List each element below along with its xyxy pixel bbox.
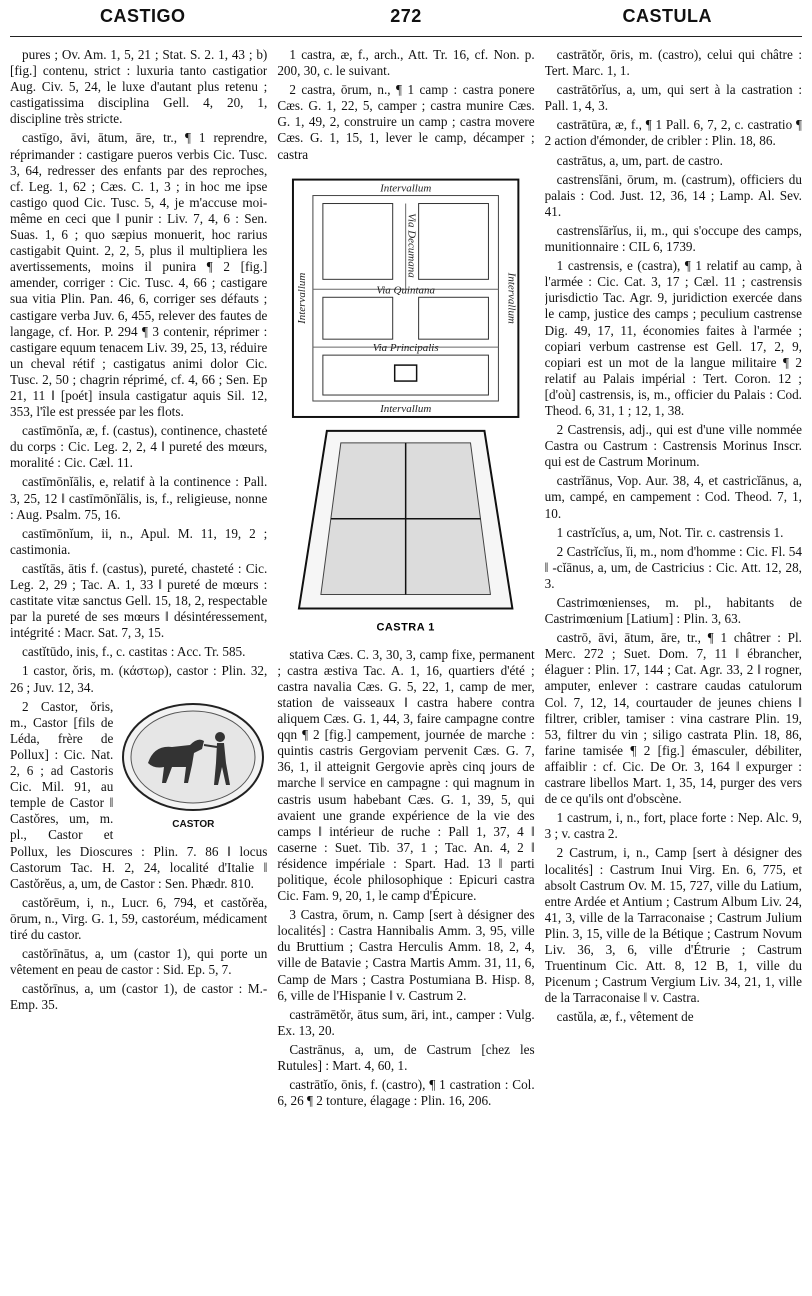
running-head (10, 6, 802, 37)
column-2 (277, 47, 534, 1285)
column-3 (545, 47, 802, 1285)
dictionary-entry: 1 castor, ŏris, m. (κάστωρ), castor : Plin. 32, 26 ; Juv. 12, 34. (10, 663, 268, 695)
columns (10, 47, 802, 1285)
dictionary-entry: castrō, āvi, ātum, āre, tr., ¶ 1 châtrer : Pl. Merc. 272 ; Suet. Dom. 7, 11 ‖ ébrancher, élaguer : Plin. 17, 144 ; Cat. Agr. 33, 2 ‖ rogner, amputer, enlever : castrare caudas catulorum Col. 7, 12, 14, courtauder de jeunes chiens ‖ filtrer, cribler, tamiser : vina castrare Plin. 19, 53, filtrer du vin ; siligo castrata Plin. 18, 86, farine tamisée ¶ 2 [fig.] émasculer, débiliter, affaiblir : cf. Cic. De Or. 3, 164 ‖ expurger : castrare libellos Mart. 1, 35, 14, purger des vers de ce qu'ils ont d'obscène. (544, 630, 802, 807)
dictionary-entry: 2 castra, ōrum, n., ¶ 1 camp : castra ponere Cæs. G. 1, 22, 5, camper ; castra munire Cæs. G. 1, 49, 2, construire un camp ; castra movere Cæs. G. 1, 15, 1, lever le camp, décamper ; castra (277, 82, 535, 162)
dictionary-entry: stativa Cæs. C. 3, 30, 3, camp fixe, permanent ; castra æstiva Tac. A. 1, 16, quartiers d'été ; castra navalia Cæs. G. 5, 22, 1, camp de mer, station de vaisseaux ‖ castra habere contra aliquem Cæs. G. 1, 44, 3, faire campagne contre qqn ¶ 2 [fig.] campement, journée de marche : quintis castris Gergoviam pervenit Cæs. G. 7, 36, 1, il atteignit Gergovie après cinq jours de marche ‖ service en campagne : qui magnum in castris usum habebant Cæs. G. 1, 39, 5, qui avaient une grande expérience de la vie des camps ‖ intérieur de ruche : Pall 1, 37, 4 ‖ caserne : Suet. Tib. 37, 1 ; Tac. An. 4, 2 ‖ résidence impériale : Spart. Had. 13 ‖ parti politique, école philosophique : Epicuri castra Cic. Fam. 9, 20, 1, le camp d'Épicure. (277, 646, 535, 904)
dictionary-entry: castĭtās, ātis f. (castus), pureté, chasteté : Cic. Leg. 2, 29 ; Tac. A. 1, 33 ‖ pureté de mœurs : castitate vitæ sanctus Gell. 15, 18, 2, respectable par la pureté de ses mœurs ‖ désintéressement, intégrité : Macr. Sat. 7, 3, 15. (10, 560, 268, 641)
castra-label-bottom: Intervallum (380, 402, 432, 415)
dictionary-entry: castŏrēum, i, n., Lucr. 6, 794, et castŏrĕa, ōrum, n., Virg. G. 1, 59, castoréum, médicament tiré du castor. (10, 894, 268, 942)
castra-camp-illustration (277, 169, 534, 639)
dictionary-entry: castrātĭo, ōnis, f. (castro), ¶ 1 castration : Col. 6, 26 ¶ 2 tonture, élagage : Plin. 16, 206. (277, 1077, 535, 1109)
dictionary-entry: Castrimœnienses, m. pl., habitants de Castrimœnium [Latium] : Plin. 3, 63. (544, 595, 802, 627)
castra-label-top: Intervallum (380, 182, 432, 195)
dictionary-entry: castrensĭārĭus, ii, m., qui s'occupe des camps, munitionnaire : CIL 6, 1739. (544, 222, 802, 255)
dictionary-entry: castrātus, a, um, part. de castro. (556, 152, 723, 168)
castor-figure (119, 701, 267, 833)
dictionary-entry: castrātūra, æ, f., ¶ 1 Pall. 6, 7, 2, c. castratio ¶ 2 action d'émonder, de cribler : Plin. 18, 86. (544, 117, 802, 149)
via-quintana-label: Via Quintana (376, 283, 436, 296)
castra-figure (277, 169, 534, 639)
castra-label-right: Intervallum (505, 272, 518, 324)
dictionary-entry: 2 Castrensis, adj., qui est d'une ville nommée Castra ou Castrum : Castrensis Morinus Inscr. qui est de Castrum Morinum. (544, 422, 802, 470)
dictionary-entry: castīmōnĭālis, e, relatif à la continence : Pall. 3, 25, 12 ‖ castīmōnĭālis, is, f., religieuse, nonne : Aug. Psalm. 75, 16. (10, 474, 268, 522)
dictionary-entry: 1 castrensis, e (castra), ¶ 1 relatif au camp, à l'armée : Cic. Cat. 3, 17 ; Cæl. 11 ; castrensis jurisdictio Tac. Agr. 9, juridiction exercée dans le camp, justice des camps ; peculium castrense Dig. 49, 17, 11, économies faites à l'armée ; copiari verbum castrense est Gell. 17, 2, 9, copiari est un mot de la langue militaire ¶ 2 relatif au Palais impérial : Tert. Coron. 12 ; [d'où] castrensis, is, m., officier du Palais : Cod. Theod. 6, 31, 1 ; 12, 1, 38. (544, 258, 802, 418)
dictionary-entry: 2 Castor, ŏris, m., Castor [fils de Léda, frère de Pollux] : Cic. Nat. 2, 6 ; ad Castoris Cic. Mil. 91, au temple de Castor ‖ Castŏres, um, m. pl., Castor et Pollux, les Dioscures : Plin. 7. 86 ‖ locus Castorum Tac. H. 2, 24, localité d'Italie ‖ Castŏrĕus, a, um, de Castor : Sen. Phædr. 810. (10, 698, 268, 891)
dictionary-entry: castrātŏr, ōris, m. (castro), celui qui châtre : Tert. Marc. 1, 1. (544, 47, 802, 79)
dictionary-entry: castĭtūdo, inis, f., c. castitas : Acc. Tr. 585. (22, 644, 246, 660)
castra-label-left: Intervallum (296, 272, 309, 324)
dictionary-entry: 1 castrĭcĭus, a, um, Not. Tir. c. castrensis 1. (556, 524, 784, 540)
via-decumana-label: Via Decumana (405, 212, 418, 278)
dictionary-entry: castīmōnĭum, ii, n., Apul. M. 11, 19, 2 ; castimonia. (10, 525, 268, 557)
dictionary-entry: castrĭānus, Vop. Aur. 38, 4, et castricĭānus, a, um, campé, en campement : Cod. Theod. 7, 1, 10. (544, 473, 802, 521)
dictionary-entry: castŏrīnātus, a, um (castor 1), qui porte un vêtement en peau de castor : Sid. Ep. 5, 7. (10, 946, 268, 978)
dictionary-entry: 1 castra, æ, f., arch., Att. Tr. 16, cf. Non. p. 200, 30, c. le suivant. (277, 47, 535, 79)
dictionary-entry: 1 castrum, i, n., fort, place forte : Nep. Alc. 9, 3 ; v. castra 2. (544, 810, 802, 842)
dictionary-entry: 2 Castrum, i, n., Camp [sert à désigner des localités] : Castrum Inui Virg. En. 6, 775, et absolt Castrum Ov. M. 15, 727, ville du Latium, entre Ardée et Antium ; Castrum Album Liv. 24, 41, 3, ville de la Tarraconaise ; Castrum Julium Plin. 3, 15, ville de la Bétique ; Castrum Novum Liv. 36, 3, 6, ville d'Étrurie ; Castrum Truentinum Cic. Att. 8, 12 B, 1, ville du Picenum ; Castrum Vergium Liv. 34, 21, 1, ville de la Tarraconaise ‖ v. Castra. (544, 845, 802, 1006)
dictionary-entry: 2 Castrĭcĭus, ĭi, m., nom d'homme : Cic. Fl. 54 ‖ -cĭānus, a, um, de Castricius : Cic. Att. 12, 28, 3. (544, 543, 802, 591)
guide-word-left: CASTIGO (100, 6, 186, 26)
dictionary-entry: castrāmētŏr, ātus sum, āri, int., camper : Vulg. Ex. 13, 20. (277, 1006, 535, 1038)
dictionary-entry: castŭla, æ, f., vêtement de (556, 1009, 694, 1025)
dictionary-entry: castrātōrĭus, a, um, qui sert à la castration : Pall. 1, 4, 3. (544, 82, 802, 114)
dictionary-entry: castrensĭāni, ōrum, m. (castrum), officiers du palais : Cod. Just. 12, 36, 14 ; Lamp. Al. Sev. 41. (544, 171, 802, 219)
dictionary-entry: Castrānus, a, um, de Castrum [chez les Rutules] : Mart. 4, 60, 1. (277, 1041, 535, 1073)
castor-coin-illustration (120, 701, 266, 813)
dictionary-entry: castŏrīnus, a, um (castor 1), de castor : M.-Emp. 35. (10, 981, 268, 1013)
figure-caption: CASTRA 1 (376, 621, 436, 634)
column-1 (10, 47, 267, 1285)
dictionary-entry: pures ; Ov. Am. 1, 5, 21 ; Stat. S. 2. 1, 43 ; b) [fig.] contenu, strict : luxuria tanto castigatior Aug. Civ. 5, 24, le luxe d'autant plus retenu ; castigatissima disciplina Gell. 4, 20, 1, discipline très stricte. (10, 47, 268, 127)
via-principalis-label: Via Principalis (373, 341, 439, 354)
dictionary-entry: castīgo, āvi, ātum, āre, tr., ¶ 1 reprendre, réprimander : castigare pueros verbis Cic. Tusc. 3, 64, redresser des enfants par des reproches, cf. Leg. 1, 62 ; Cæs. C. 1, 3 ; in hoc me ipse castigo quod Cic. Tusc. 5, 4, je m'accuse moi-même en ceci que ‖ punir : Liv. 7, 4, 6 : Sen. Suas. 1, 6 ; quo sæpius monuerit, hoc rarius castigabit Quint. 2, 2, 5, plus il multipliera les avertissements, moins il punira ¶ 2 [fig.] amender, corriger : Cic. Tusc. 4, 66 ; castigare sua vitia Plin. Pan. 46, 6, corriger ses défauts ; castigare verba Juv. 6, 455, relever des fautes de langage, cf. Hor. P. 294 ¶ 3 contenir, réprimer : castigare equum tenacem Liv. 39, 25, 13, réduire un cheval rétif ; castigatus animi dolor Cic. Tusc. 2, 50 ; chagrin réprimé, cf. 4, 66 ; Sen. Ep 21, 11 ‖ [poét] insula castigatur aquis Sil. 12, 353, l'île est pressée par les flots. (10, 130, 268, 420)
figure-caption: CASTOR (172, 818, 215, 830)
guide-word-right: CASTULA (622, 6, 712, 26)
page-number: 272 (390, 6, 422, 26)
dictionary-entry: 3 Castra, ōrum, n. Camp [sert à désigner des localités] : Castra Hannibalis Amm. 3, 95, ville du Bruttium ; Castra Herculis Amm. 18, 2, 4, ville de Batavie ; Castra Martis Amm. 31, 11, 6, Camp de Mars ; Castra Postumiana B. Hisp. 8, 6, ville de l'Hispanie ‖ v. Castrum 2. (277, 907, 535, 1003)
dictionary-entry: castīmōnĭa, æ, f. (castus), continence, chasteté du corps : Cic. Leg. 2, 2, 4 ‖ pureté des mœurs, moralité : Cic. Cæl. 11. (10, 423, 268, 471)
